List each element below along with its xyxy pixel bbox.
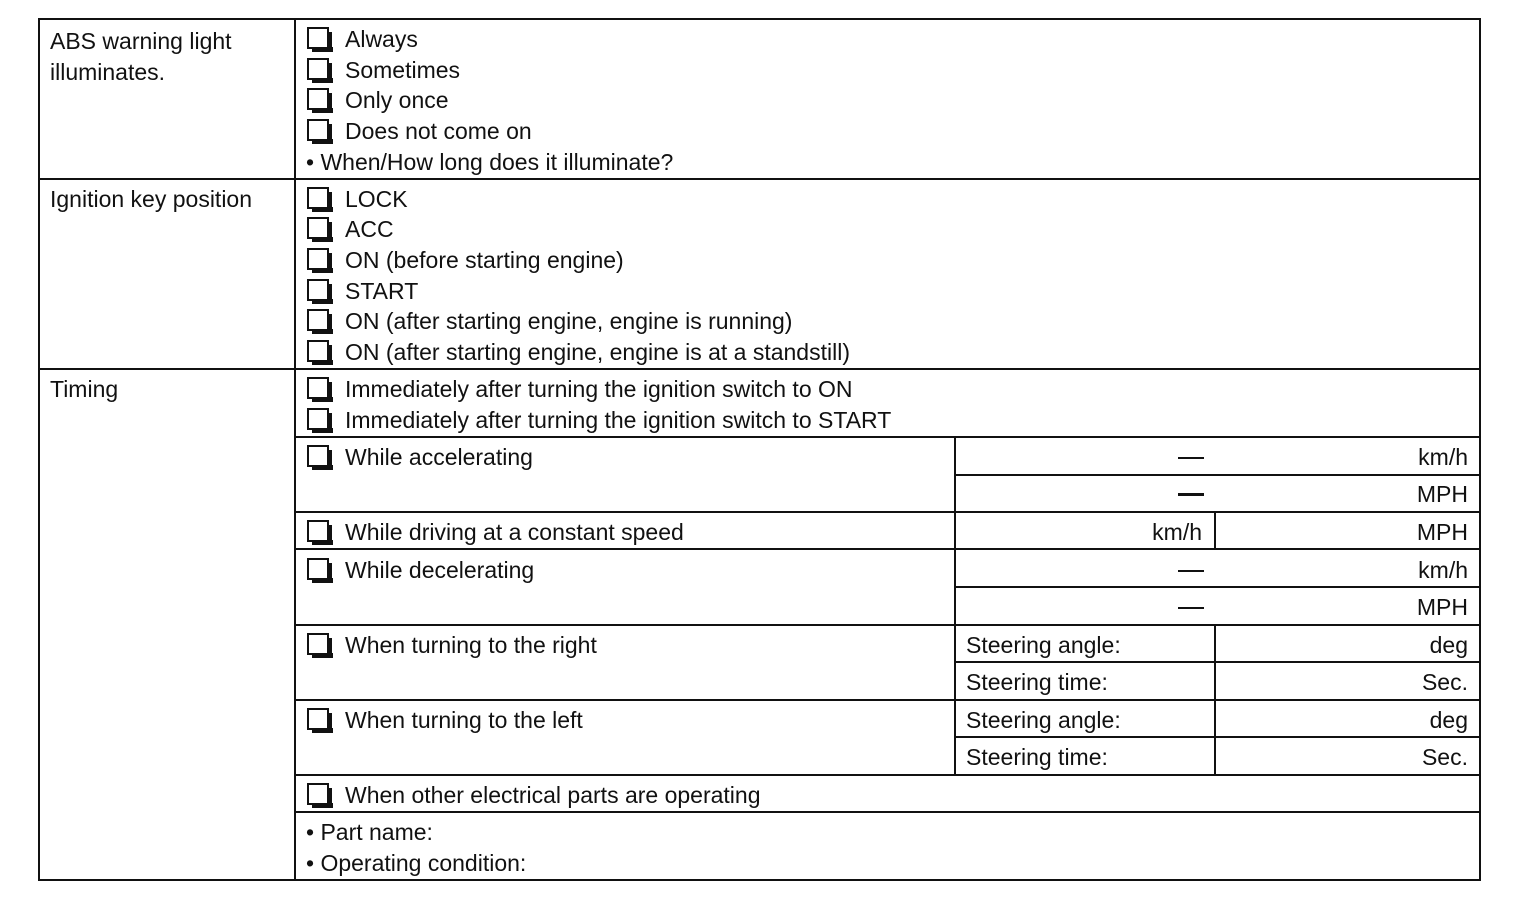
accelerating-label: While accelerating xyxy=(345,444,533,470)
abs-warning-label: ABS warning light illuminates. xyxy=(50,28,232,85)
option-on-engine-running-label: ON (after starting engine, engine is running) xyxy=(345,308,793,334)
turning-right-label: When turning to the right xyxy=(345,632,597,658)
range-dash xyxy=(1178,493,1204,496)
operating-condition-label: • Operating condition: xyxy=(306,850,527,876)
option-acc-label: ACC xyxy=(345,216,394,242)
constant-kmh-unit: km/h xyxy=(1152,519,1202,545)
part-name-label: • Part name: xyxy=(306,819,433,845)
checkbox-only-once[interactable] xyxy=(307,88,329,110)
column-divider xyxy=(294,18,296,881)
left-steering-time-label: Steering time: xyxy=(966,744,1108,770)
row-divider xyxy=(294,548,1481,550)
option-sometimes-label: Sometimes xyxy=(345,57,461,83)
checkbox-always[interactable] xyxy=(307,27,329,49)
left-deg-unit: deg xyxy=(1429,707,1468,733)
checkbox-on-engine-running[interactable] xyxy=(307,309,329,331)
checkbox-does-not-come-on[interactable] xyxy=(307,119,329,141)
accel-kmh-unit: km/h xyxy=(1418,444,1468,470)
constant-mph-unit: MPH xyxy=(1416,519,1468,545)
range-dash xyxy=(1178,570,1204,572)
checkbox-turning-left[interactable] xyxy=(307,708,329,730)
right-deg-unit: deg xyxy=(1429,632,1468,658)
checkbox-immediately-on[interactable] xyxy=(307,377,329,399)
column-divider xyxy=(1214,624,1216,775)
checkbox-sometimes[interactable] xyxy=(307,58,329,80)
ignition-key-label: Ignition key position xyxy=(50,186,253,212)
checkbox-accelerating[interactable] xyxy=(307,445,329,467)
row-divider xyxy=(38,178,1481,180)
row-divider xyxy=(294,774,1481,776)
electrical-parts-label: When other electrical parts are operating xyxy=(345,782,761,808)
option-on-before-start-label: ON (before starting engine) xyxy=(345,247,624,273)
timing-label: Timing xyxy=(50,376,119,402)
right-steering-angle-label: Steering angle: xyxy=(966,632,1121,658)
row-divider xyxy=(294,436,1481,438)
checkbox-lock[interactable] xyxy=(307,187,329,209)
decelerating-label: While decelerating xyxy=(345,557,535,583)
constant-speed-label: While driving at a constant speed xyxy=(345,519,684,545)
row-divider xyxy=(954,586,1481,588)
checkbox-immediately-start[interactable] xyxy=(307,408,329,430)
column-divider xyxy=(1214,511,1216,549)
option-start-label: START xyxy=(345,278,419,304)
checkbox-on-engine-standstill[interactable] xyxy=(307,340,329,362)
row-divider xyxy=(294,624,1481,626)
checkbox-on-before-start[interactable] xyxy=(307,248,329,270)
diagnostic-worksheet-table xyxy=(38,18,1481,881)
decel-kmh-unit: km/h xyxy=(1418,557,1468,583)
checkbox-decelerating[interactable] xyxy=(307,558,329,580)
option-on-engine-standstill-label: ON (after starting engine, engine is at a standstill) xyxy=(345,339,850,365)
row-divider xyxy=(38,368,1481,370)
checkbox-constant-speed[interactable] xyxy=(307,520,329,542)
left-sec-unit: Sec. xyxy=(1421,744,1468,770)
option-lock-label: LOCK xyxy=(345,186,408,212)
option-does-not-come-on-label: Does not come on xyxy=(345,118,532,144)
turning-left-label: When turning to the left xyxy=(345,707,583,733)
option-only-once-label: Only once xyxy=(345,87,449,113)
range-dash xyxy=(1178,607,1204,609)
row-divider xyxy=(954,661,1481,663)
option-always-label: Always xyxy=(345,26,418,52)
row-divider xyxy=(294,511,1481,513)
row-divider xyxy=(294,699,1481,701)
checkbox-electrical-parts[interactable] xyxy=(307,783,329,805)
row-divider xyxy=(294,811,1481,813)
decel-mph-unit: MPH xyxy=(1416,594,1468,620)
range-dash xyxy=(1178,457,1204,459)
row-divider xyxy=(954,736,1481,738)
checkbox-turning-right[interactable] xyxy=(307,633,329,655)
accel-mph-unit: MPH xyxy=(1416,481,1468,507)
row-divider xyxy=(954,474,1481,476)
left-steering-angle-label: Steering angle: xyxy=(966,707,1121,733)
column-divider xyxy=(954,436,956,775)
immediately-start-label: Immediately after turning the ignition switch to START xyxy=(345,407,892,433)
immediately-on-label: Immediately after turning the ignition switch to ON xyxy=(345,376,853,402)
checkbox-acc[interactable] xyxy=(307,217,329,239)
right-sec-unit: Sec. xyxy=(1421,669,1468,695)
illumination-question: • When/How long does it illuminate? xyxy=(306,149,674,175)
checkbox-start[interactable] xyxy=(307,279,329,301)
right-steering-time-label: Steering time: xyxy=(966,669,1108,695)
